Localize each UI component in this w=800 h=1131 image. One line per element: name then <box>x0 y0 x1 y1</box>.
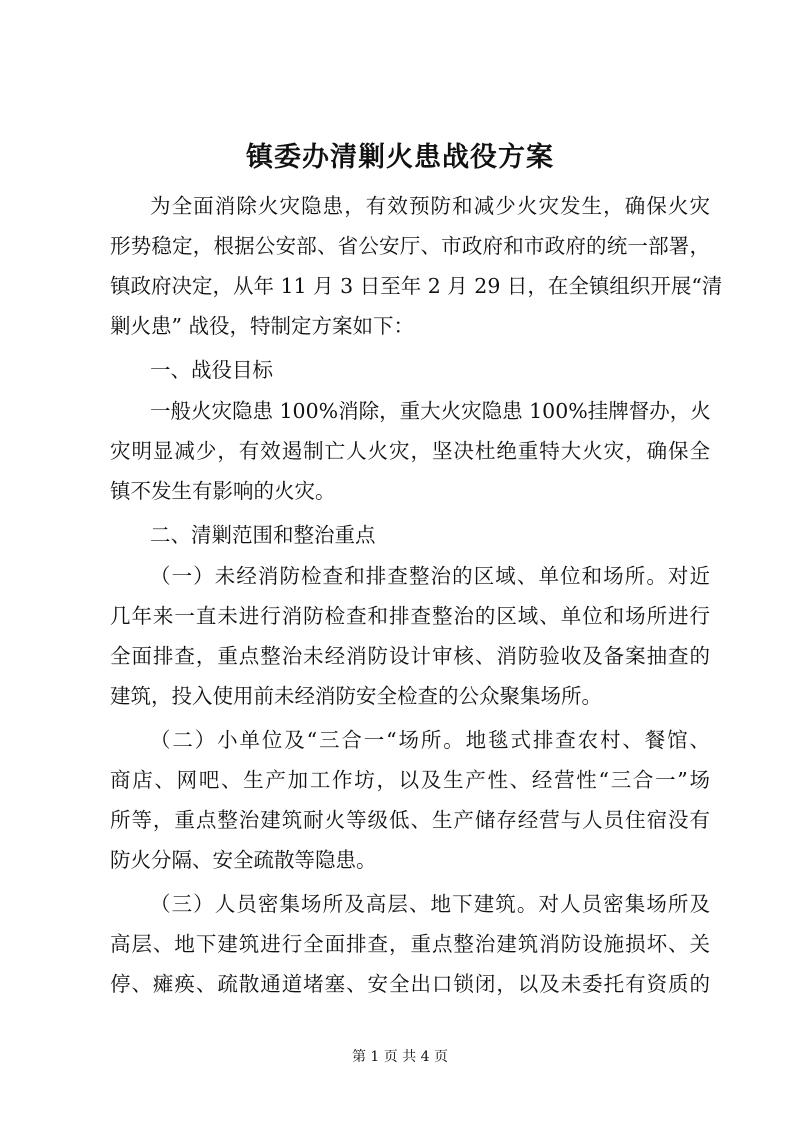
section-heading: 一、战役目标 <box>150 358 273 382</box>
paragraph-line: （三）人员密集场所及高层、地下建筑。对人员密集场所及 <box>150 892 710 916</box>
paragraph-line: 镇不发生有影响的火灾。 <box>110 479 336 503</box>
paragraph-line: 高层、地下建筑进行全面排查，重点整治建筑消防设施损坏、关 <box>110 932 710 956</box>
document-title: 镇委办清剿火患战役方案 <box>246 142 554 173</box>
paragraph-line: （一）未经消防检查和排查整治的区域、单位和场所。对近 <box>150 564 710 588</box>
paragraph-line: 一般火灾隐患 100%消除，重大火灾隐患 100%挂牌督办，火 <box>150 399 711 423</box>
paragraph-line: 剿火患” 战役，特制定方案如下： <box>110 314 414 338</box>
paragraph-line: （二）小单位及“三合一“场所。地毯式排查农村、餐馆、 <box>150 728 710 752</box>
section-heading: 二、清剿范围和整治重点 <box>150 523 376 547</box>
page-number-footer: 第 1 页 共 4 页 <box>351 1049 449 1065</box>
paragraph-line: 灾明显减少，有效遏制亡人火灾，坚决杜绝重特大火灾，确保全 <box>110 439 710 463</box>
paragraph-line: 所等，重点整治建筑耐火等级低、生产储存经营与人员住宿没有 <box>110 808 710 832</box>
paragraph-line: 停、瘫痪、疏散通道堵塞、安全出口锁闭，以及未委托有资质的 <box>110 972 710 996</box>
paragraph-line: 建筑，投入使用前未经消防安全检查的公众聚集场所。 <box>110 684 602 708</box>
paragraph-line: 镇政府决定，从年 11 月 3 日至年 2 月 29 日，在全镇组织开展“清 <box>110 274 723 298</box>
paragraph-line: 防火分隔、安全疏散等隐患。 <box>110 848 377 872</box>
paragraph-line: 全面排查，重点整治未经消防设计审核、消防验收及备案抽查的 <box>110 644 710 668</box>
paragraph-line: 几年来一直未进行消防检查和排查整治的区域、单位和场所进行 <box>110 604 710 628</box>
paragraph-line: 商店、网吧、生产加工作坊，以及生产性、经营性“三合一”场 <box>110 768 710 792</box>
paragraph-line: 形势稳定，根据公安部、省公安厅、市政府和市政府的统一部署， <box>110 234 710 258</box>
paragraph-line: 为全面消除火灾隐患，有效预防和减少火灾发生，确保火灾 <box>150 194 710 218</box>
